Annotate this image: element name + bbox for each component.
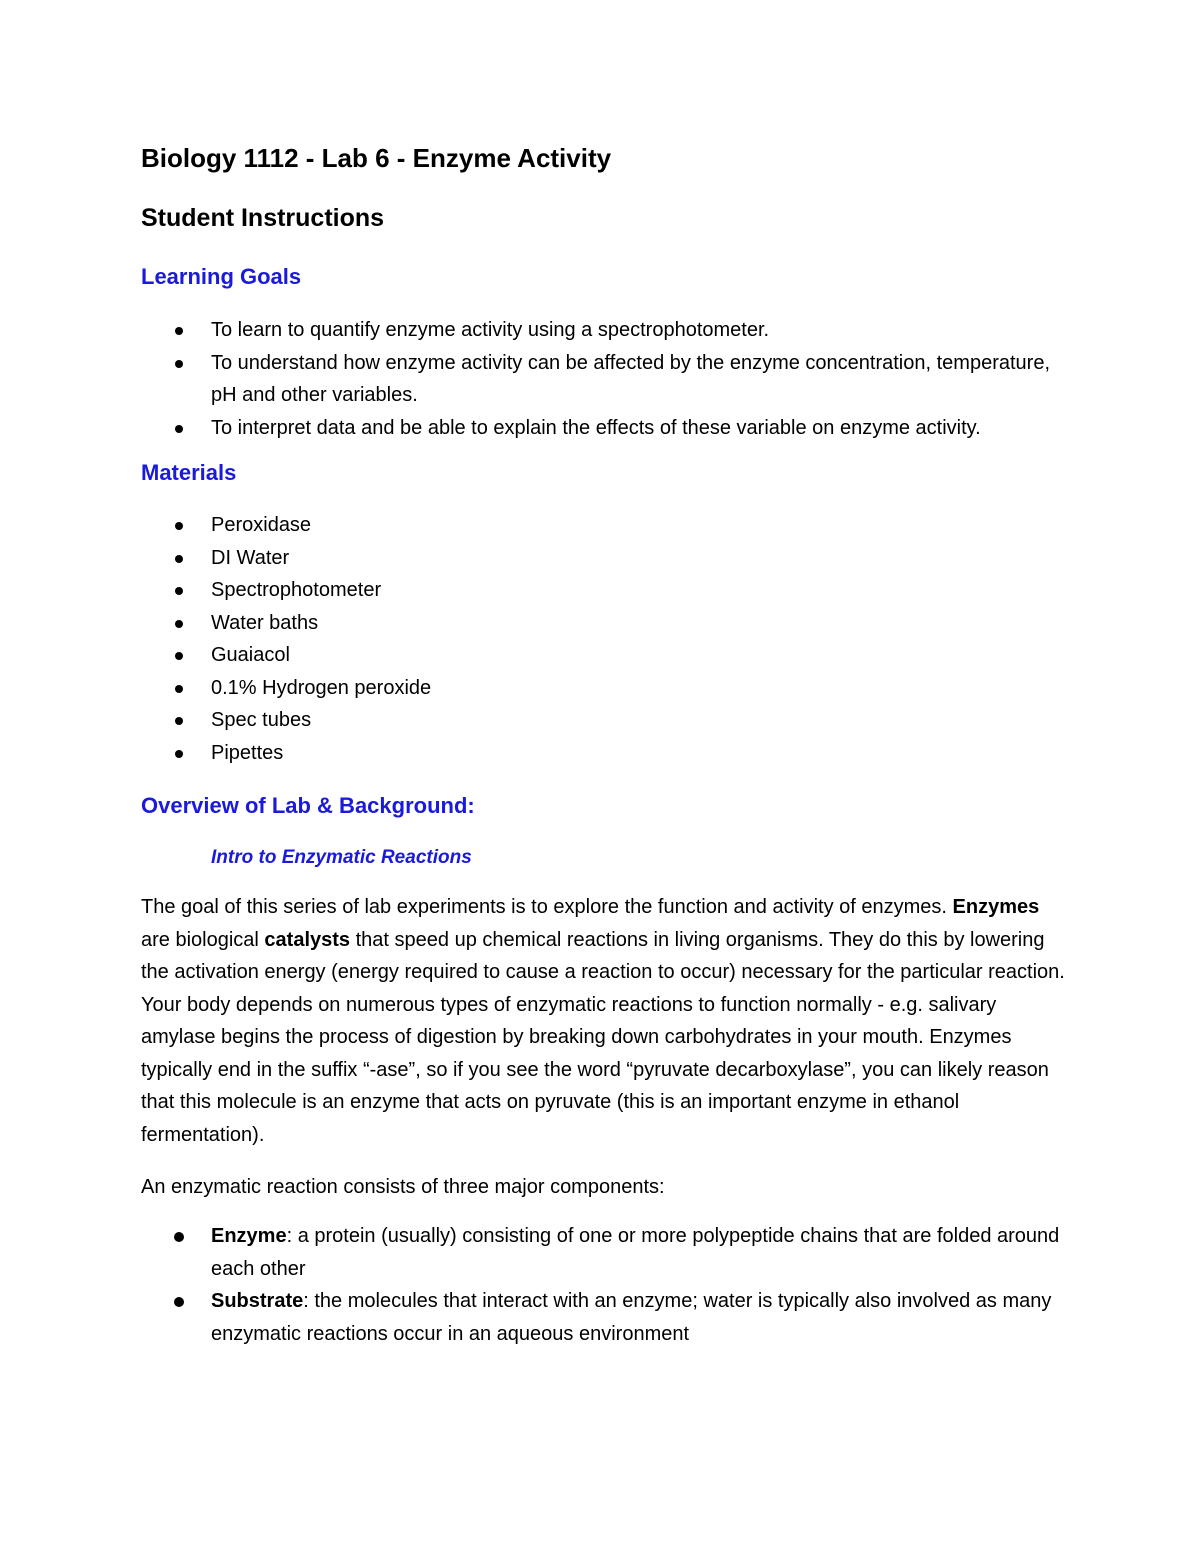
list-item: To understand how enzyme activity can be affected by the enzyme concentration, temperature, pH and other variables. xyxy=(141,347,1071,412)
term-catalysts: catalysts xyxy=(264,928,351,951)
learning-goals-heading: Learning Goals xyxy=(141,264,302,289)
list-item: Water baths xyxy=(141,607,1071,640)
list-item: Guaiacol xyxy=(141,639,1071,672)
list-item: 0.1% Hydrogen peroxide xyxy=(141,672,1071,705)
overview-heading: Overview of Lab & Background: xyxy=(141,793,475,818)
list-item: Enzyme: a protein (usually) consisting of one or more polypeptide chains that are folded around each other xyxy=(141,1220,1071,1285)
bullet-icon xyxy=(175,425,183,433)
bullet-icon xyxy=(175,717,183,725)
bullet-icon xyxy=(175,587,183,595)
term-enzymes: Enzymes xyxy=(952,896,1040,918)
components-intro-paragraph: An enzymatic reaction consists of three major components: xyxy=(141,1176,665,1198)
bullet-icon xyxy=(174,1297,184,1307)
bullet-icon xyxy=(175,750,183,758)
materials-list xyxy=(141,509,1071,769)
list-item: Substrate: the molecules that interact with an enzyme; water is typically also involved as many enzymatic reactions occur in an aqueous environment xyxy=(141,1285,1071,1350)
bullet-icon xyxy=(175,685,183,693)
list-item: Spec tubes xyxy=(141,704,1071,737)
intro-subheading: Intro to Enzymatic Reactions xyxy=(211,847,472,868)
list-item: Pipettes xyxy=(141,737,1071,770)
component-term: Enzyme xyxy=(211,1225,287,1247)
components-list xyxy=(141,1220,1071,1350)
bullet-icon xyxy=(175,652,183,660)
component-term: Substrate xyxy=(211,1290,304,1312)
document-title: Biology 1112 - Lab 6 - Enzyme Activity xyxy=(141,143,612,173)
list-item: To learn to quantify enzyme activity using a spectrophotometer. xyxy=(141,314,1071,347)
list-item: Peroxidase xyxy=(141,509,1071,542)
bullet-icon xyxy=(175,522,183,530)
bullet-icon xyxy=(175,620,183,628)
document-subtitle: Student Instructions xyxy=(141,204,385,232)
bullet-icon xyxy=(175,360,183,368)
bullet-icon xyxy=(175,555,183,563)
intro-paragraph: The goal of this series of lab experiments is to explore the function and activity of enzymes. Enzymes are biological catalysts that speed up chemical reactions in living organisms. They do this by lowering the activation energy (energy required to cause a reaction to occur) necessary for the particular reaction. Your body depends on numerous types of enzymatic reactions to function normally - e.g. salivary amylase begins the process of digestion by breaking down carbohydrates in your mouth. Enzymes typically end in the suffix “-ase”, so if you see the word “pyruvate decarboxylase”, you can likely reason that this molecule is an enzyme that acts on pyruvate (this is an important enzyme in ethanol fermentation). xyxy=(141,896,1065,1146)
learning-goals-list xyxy=(141,314,1071,444)
list-item: Spectrophotometer xyxy=(141,574,1071,607)
bullet-icon xyxy=(175,327,183,335)
bullet-icon xyxy=(174,1232,184,1242)
list-item: To interpret data and be able to explain the effects of these variable on enzyme activity. xyxy=(141,412,1071,445)
list-item: DI Water xyxy=(141,542,1071,575)
materials-heading: Materials xyxy=(141,460,237,485)
